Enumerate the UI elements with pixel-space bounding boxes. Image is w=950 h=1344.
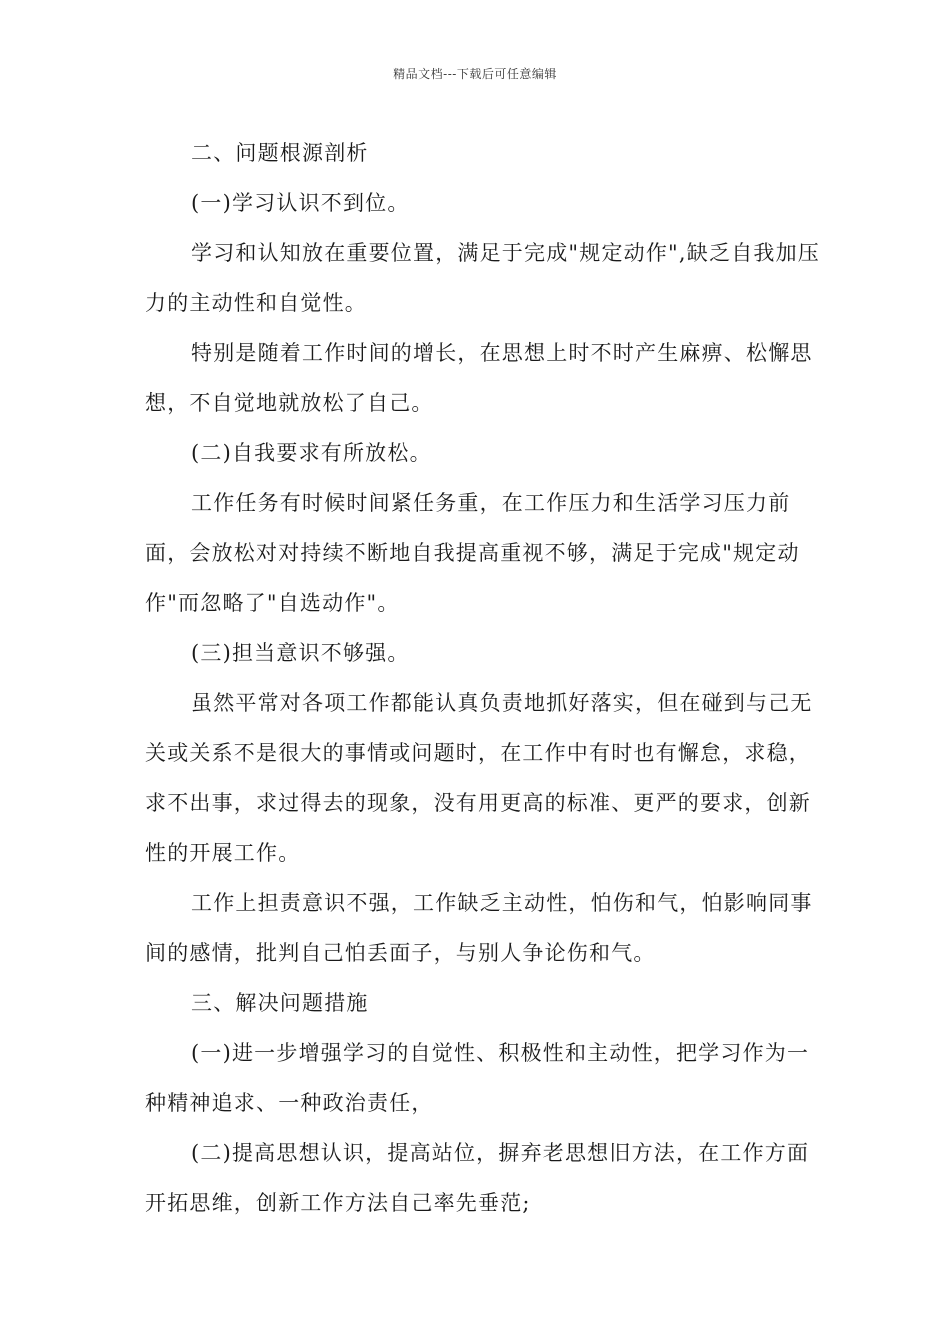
subheading-responsibility: (三)担当意识不够强。 [191, 641, 410, 665]
document-body [145, 128, 825, 1228]
body-paragraph: 工作任务有时候时间紧任务重，在工作压力和生活学习压力前面，会放松对对持续不断地自我提高重视不够，满足于完成"规定动作"而忽略了"自选动作"。 [145, 491, 800, 615]
body-paragraph: (二)提高思想认识，提高站位，摒弃老思想旧方法，在工作方面开拓思维，创新工作方法自己率先垂范; [145, 1141, 810, 1215]
page-header: 精品文档---下载后可任意编辑 [393, 67, 557, 81]
body-paragraph: 工作上担责意识不强，工作缺乏主动性，怕伤和气，怕影响同事间的感情，批判自己怕丢面子，与别人争论伤和气。 [145, 891, 813, 965]
subheading-self-requirement: (二)自我要求有所放松。 [191, 441, 432, 465]
body-paragraph: 学习和认知放在重要位置，满足于完成"规定动作",缺乏自我加压力的主动性和自觉性。 [145, 241, 820, 315]
body-paragraph: 特别是随着工作时间的增长，在思想上时不时产生麻痹、松懈思想，不自觉地就放松了自己。 [145, 341, 813, 415]
body-paragraph: (一)进一步增强学习的自觉性、积极性和主动性，把学习作为一种精神追求、一种政治责任， [145, 1041, 810, 1115]
subheading-study-awareness: (一)学习认识不到位。 [191, 191, 410, 215]
section-heading-solutions: 三、解决问题措施 [191, 991, 369, 1015]
section-heading-root-cause: 二、问题根源剖析 [191, 141, 369, 165]
body-paragraph: 虽然平常对各项工作都能认真负责地抓好落实，但在碰到与己无关或关系不是很大的事情或问题时，在工作中有时也有懈怠，求稳，求不出事，求过得去的现象，没有用更高的标准、更严的要求，创新性的开展工作。 [145, 691, 813, 865]
